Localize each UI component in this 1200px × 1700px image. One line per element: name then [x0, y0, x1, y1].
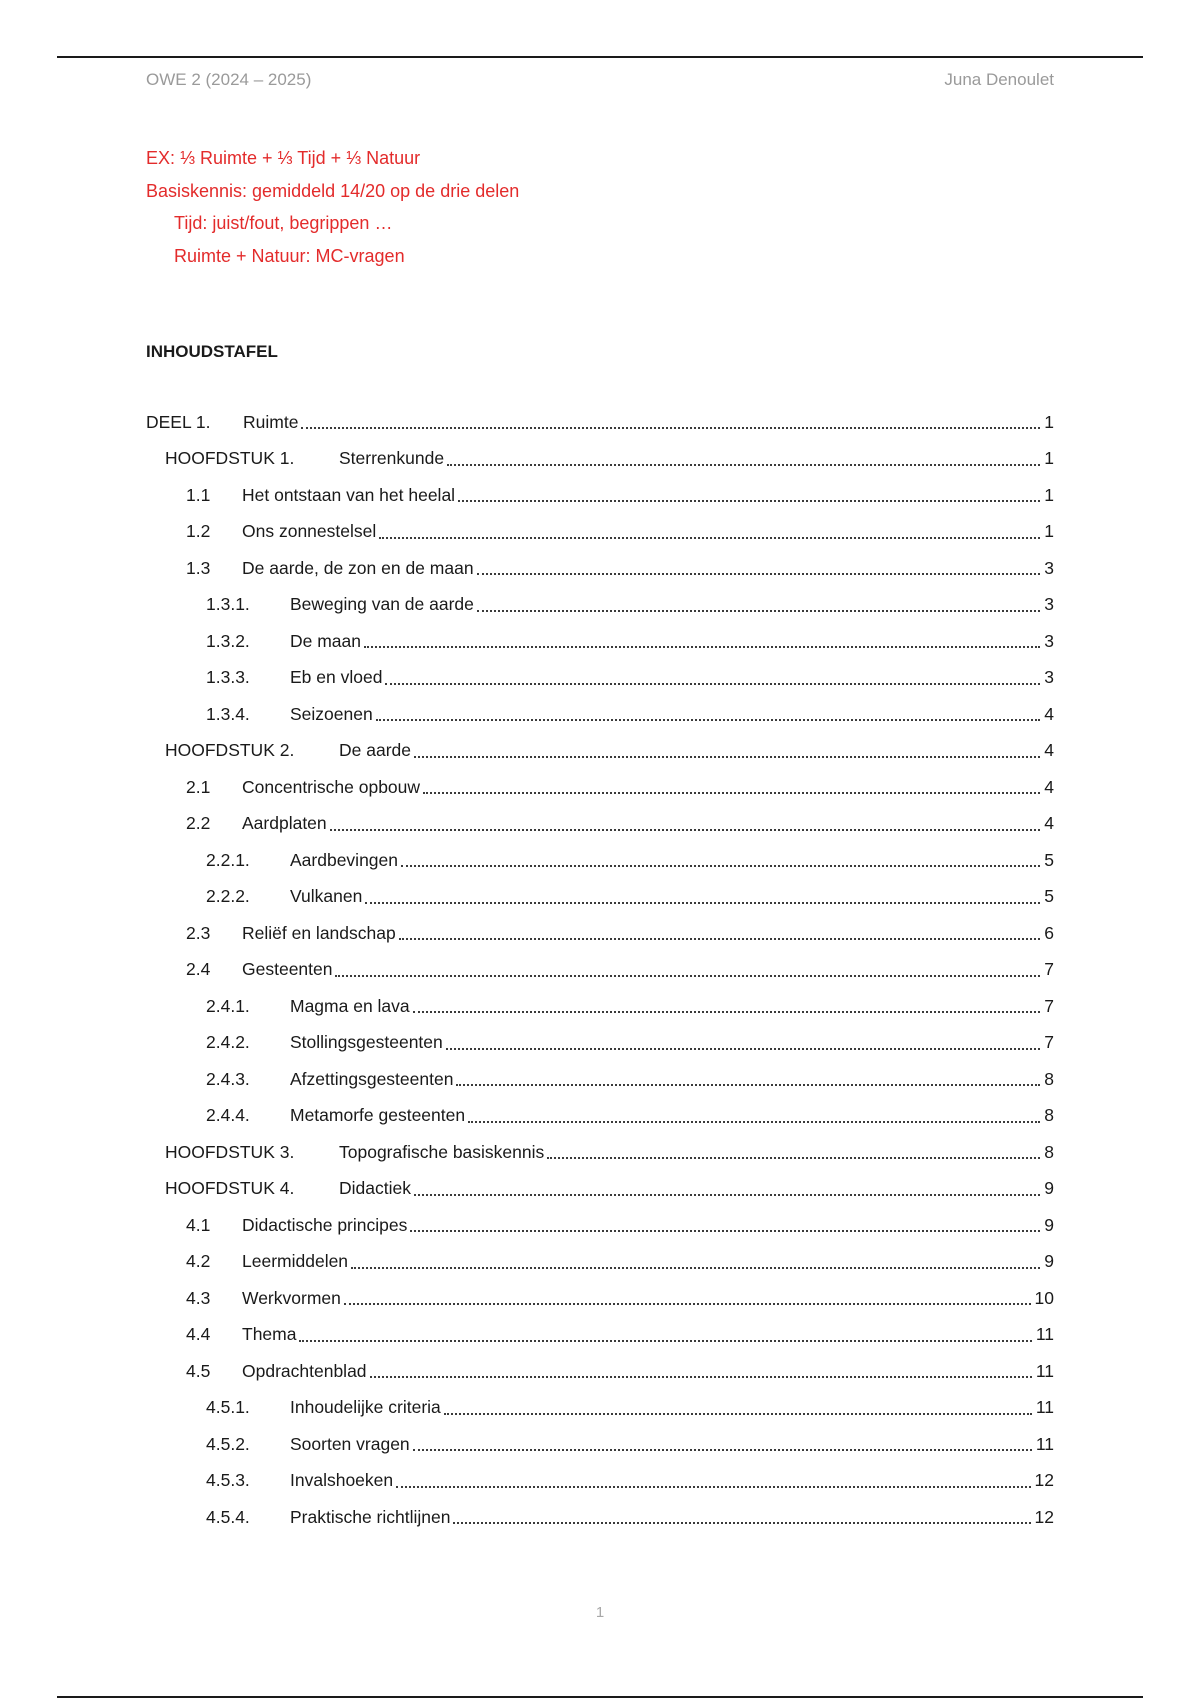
toc-entry-title: Vulkanen [290, 886, 363, 907]
toc-entry-title: Leermiddelen [242, 1251, 349, 1272]
toc-entry-title: Didactiek [339, 1178, 411, 1199]
toc-entry-page: 4 [1044, 813, 1054, 834]
toc-dot-leader [396, 1486, 1030, 1488]
toc-entry-page: 7 [1044, 995, 1054, 1016]
toc-dot-leader [335, 975, 1040, 977]
toc-dot-leader [547, 1157, 1040, 1159]
exam-note: Ruimte + Natuur: MC-vragen [174, 245, 405, 266]
toc-entry[interactable] [146, 477, 1054, 514]
toc-entry-page: 11 [1035, 1324, 1054, 1345]
toc-entry-number: 1.3.4. [206, 703, 250, 724]
toc-entry[interactable] [146, 623, 1054, 660]
toc-entry-page: 9 [1044, 1251, 1054, 1272]
toc-dot-leader [446, 1048, 1041, 1050]
toc-entry[interactable] [146, 587, 1054, 624]
toc-entry-number: 2.4.4. [206, 1105, 250, 1126]
toc-dot-leader [413, 1011, 1041, 1013]
toc-dot-leader [365, 902, 1040, 904]
toc-entry-number: 4.1 [186, 1214, 211, 1235]
toc-dot-leader [444, 1413, 1032, 1415]
toc-entry-number: 2.1 [186, 776, 211, 797]
exam-note: Basiskennis: gemiddeld 14/20 op de drie delen [146, 180, 520, 201]
toc-dot-leader [401, 865, 1040, 867]
toc-entry[interactable] [146, 660, 1054, 697]
toc-dot-leader [477, 610, 1040, 612]
toc-entry[interactable] [146, 879, 1054, 916]
toc-entry-page: 11 [1035, 1397, 1054, 1418]
toc-entry-title: Invalshoeken [290, 1470, 394, 1491]
toc-dot-leader [376, 719, 1041, 721]
toc-entry-title: Gesteenten [242, 959, 333, 980]
toc-entry-number: 1.3 [186, 557, 211, 578]
toc-entry-page: 8 [1044, 1141, 1054, 1162]
header-course: OWE 2 (2024 – 2025) [146, 70, 312, 89]
toc-entry[interactable] [146, 1244, 1054, 1281]
toc-dot-leader [413, 1449, 1032, 1451]
toc-dot-leader [399, 938, 1041, 940]
toc-entry[interactable] [146, 550, 1054, 587]
toc-entry-number: 1.3.1. [206, 594, 250, 615]
toc-entry-number: 1.1 [186, 484, 211, 505]
toc-entry-title: Topografische basiskennis [339, 1141, 545, 1162]
toc-entry[interactable] [146, 441, 1054, 478]
toc-entry-number: 4.5.1. [206, 1397, 250, 1418]
toc-entry-number: HOOFDSTUK 3. [165, 1141, 295, 1162]
toc-entry-title: Eb en vloed [290, 667, 383, 688]
toc-entry-number: 2.4.3. [206, 1068, 250, 1089]
toc-entry-title: Sterrenkunde [339, 448, 445, 469]
toc-entry-number: HOOFDSTUK 4. [165, 1178, 295, 1199]
toc-dot-leader [447, 464, 1040, 466]
toc-entry-page: 3 [1044, 594, 1054, 615]
toc-entry-page: 1 [1044, 484, 1054, 505]
toc-entry-title: Thema [242, 1324, 297, 1345]
toc-entry-number: 4.5.3. [206, 1470, 250, 1491]
toc-entry-number: 4.4 [186, 1324, 211, 1345]
toc-dot-leader [330, 829, 1041, 831]
exam-notes [146, 145, 519, 275]
toc-entry-page: 10 [1034, 1287, 1054, 1308]
toc-entry-title: Aardbevingen [290, 849, 398, 870]
toc-entry-page: 6 [1044, 922, 1054, 943]
toc-dot-leader [477, 573, 1041, 575]
toc-entry-title: Het ontstaan van het heelal [242, 484, 456, 505]
toc-entry-title: Werkvormen [242, 1287, 341, 1308]
toc-entry-page: 4 [1044, 703, 1054, 724]
toc-entry[interactable] [146, 1390, 1054, 1427]
toc-entry-number: 2.4 [186, 959, 211, 980]
toc-entry-title: Magma en lava [290, 995, 410, 1016]
toc-entry-title: Aardplaten [242, 813, 327, 834]
toc-entry-title: Didactische principes [242, 1214, 408, 1235]
toc-entry-number: 1.3.2. [206, 630, 250, 651]
toc-entry-page: 12 [1034, 1470, 1054, 1491]
toc-dot-leader [301, 427, 1040, 429]
toc-dot-leader [299, 1340, 1031, 1342]
toc-entry-title: Inhoudelijke criteria [290, 1397, 441, 1418]
toc-entry-title: Ruimte [243, 411, 299, 432]
toc-entry-title: De aarde, de zon en de maan [242, 557, 474, 578]
toc-entry-number: 2.3 [186, 922, 211, 943]
toc-entry[interactable] [146, 842, 1054, 879]
page-header [146, 70, 1054, 96]
toc-entry-title: Metamorfe gesteenten [290, 1105, 466, 1126]
toc-entry-title: Soorten vragen [290, 1433, 410, 1454]
toc-entry-page: 1 [1044, 521, 1054, 542]
header-author: Juna Denoulet [944, 70, 1054, 89]
toc-entry[interactable] [146, 1426, 1054, 1463]
toc-entry-number: 4.3 [186, 1287, 211, 1308]
toc-entry-number: DEEL 1. [146, 411, 211, 432]
toc-entry-number: 2.4.1. [206, 995, 250, 1016]
toc-dot-leader [453, 1522, 1030, 1524]
toc-dot-leader [370, 1376, 1032, 1378]
toc-entry-number: 1.3.3. [206, 667, 250, 688]
toc-entry[interactable] [146, 1061, 1054, 1098]
toc-entry[interactable] [146, 514, 1054, 551]
toc-entry[interactable] [146, 1280, 1054, 1317]
toc-entry[interactable] [146, 1025, 1054, 1062]
toc-entry-page: 8 [1044, 1068, 1054, 1089]
toc-entry[interactable] [146, 1098, 1054, 1135]
toc-dot-leader [344, 1303, 1031, 1305]
toc-entry-number: 2.2 [186, 813, 211, 834]
toc-entry-number: 4.5 [186, 1360, 211, 1381]
toc-entry-page: 9 [1044, 1178, 1054, 1199]
toc-entry-title: Stollingsgesteenten [290, 1032, 443, 1053]
toc-entry-title: Praktische richtlijnen [290, 1506, 451, 1527]
toc-entry-title: Concentrische opbouw [242, 776, 421, 797]
toc-entry-title: Seizoenen [290, 703, 373, 724]
footer-rule [57, 1696, 1143, 1698]
toc-entry-number: 2.4.2. [206, 1032, 250, 1053]
toc-entry-title: Afzettingsgesteenten [290, 1068, 454, 1089]
toc-entry[interactable] [146, 1463, 1054, 1500]
toc-entry-title: De maan [290, 630, 362, 651]
table-of-contents [146, 404, 1054, 1536]
toc-entry-page: 5 [1044, 886, 1054, 907]
toc-entry[interactable] [146, 952, 1054, 989]
toc-entry-number: 4.5.2. [206, 1433, 250, 1454]
toc-entry-number: 4.2 [186, 1251, 211, 1272]
exam-note: EX: ⅓ Ruimte + ⅓ Tijd + ⅓ Natuur [146, 148, 421, 168]
toc-entry-page: 9 [1044, 1214, 1054, 1235]
toc-entry-number: 2.2.2. [206, 886, 250, 907]
toc-dot-leader [468, 1121, 1040, 1123]
toc-entry-page: 4 [1044, 776, 1054, 797]
header-rule [57, 56, 1143, 58]
toc-entry-page: 7 [1044, 1032, 1054, 1053]
toc-entry-number: 1.2 [186, 521, 211, 542]
toc-dot-leader [351, 1267, 1040, 1269]
toc-entry-title: De aarde [339, 740, 411, 761]
toc-entry-page: 3 [1044, 667, 1054, 688]
toc-entry[interactable] [146, 733, 1054, 770]
toc-dot-leader [379, 537, 1040, 539]
toc-entry-number: 2.2.1. [206, 849, 250, 870]
toc-entry-page: 11 [1035, 1360, 1054, 1381]
toc-entry[interactable] [146, 1499, 1054, 1536]
toc-entry[interactable] [146, 769, 1054, 806]
toc-dot-leader [423, 792, 1040, 794]
toc-entry[interactable] [146, 404, 1054, 441]
toc-entry-page: 1 [1044, 411, 1054, 432]
toc-dot-leader [414, 1194, 1040, 1196]
toc-entry[interactable] [146, 1207, 1054, 1244]
toc-entry-page: 3 [1044, 557, 1054, 578]
toc-entry-page: 12 [1034, 1506, 1054, 1527]
toc-entry-number: HOOFDSTUK 1. [165, 448, 295, 469]
toc-dot-leader [385, 683, 1040, 685]
toc-entry[interactable] [146, 1317, 1054, 1354]
toc-entry-page: 3 [1044, 630, 1054, 651]
toc-dot-leader [364, 646, 1040, 648]
toc-entry-page: 1 [1044, 448, 1054, 469]
toc-entry-title: Beweging van de aarde [290, 594, 474, 615]
toc-dot-leader [410, 1230, 1040, 1232]
toc-title: INHOUDSTAFEL [146, 342, 278, 361]
toc-entry-number: 4.5.4. [206, 1506, 250, 1527]
toc-entry-page: 4 [1044, 740, 1054, 761]
toc-entry[interactable] [146, 988, 1054, 1025]
toc-entry[interactable] [146, 696, 1054, 733]
toc-dot-leader [414, 756, 1040, 758]
toc-entry-number: HOOFDSTUK 2. [165, 740, 295, 761]
toc-entry-page: 5 [1044, 849, 1054, 870]
toc-entry[interactable] [146, 915, 1054, 952]
toc-entry-title: Opdrachtenblad [242, 1360, 367, 1381]
toc-entry-page: 8 [1044, 1105, 1054, 1126]
toc-entry[interactable] [146, 806, 1054, 843]
page-number: 1 [595, 1604, 605, 1621]
toc-entry[interactable] [146, 1171, 1054, 1208]
toc-dot-leader [458, 500, 1040, 502]
toc-entry-title: Reliëf en landschap [242, 922, 396, 943]
toc-entry-page: 11 [1035, 1433, 1054, 1454]
exam-note: Tijd: juist/fout, begrippen … [174, 213, 393, 233]
toc-entry[interactable] [146, 1353, 1054, 1390]
toc-dot-leader [456, 1084, 1040, 1086]
toc-entry-title: Ons zonnestelsel [242, 521, 377, 542]
toc-entry-page: 7 [1044, 959, 1054, 980]
toc-entry[interactable] [146, 1134, 1054, 1171]
